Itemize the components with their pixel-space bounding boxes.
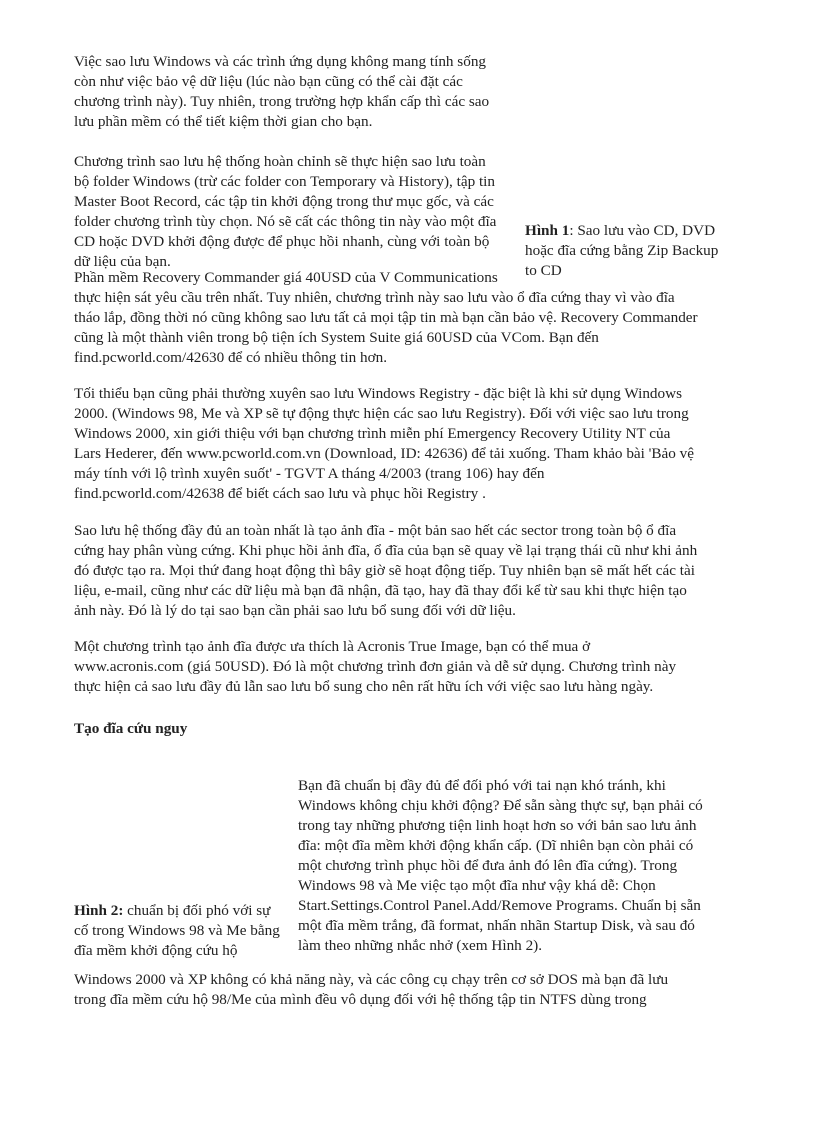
figure-1-label: Hình 1 (525, 222, 570, 239)
text-line: CD hoặc DVD khởi động được để phục hồi nhanh, cùng với toàn bộ (74, 233, 490, 250)
text-line: find.pcworld.com/42630 để có nhiều thông tin hơn. (74, 349, 387, 366)
text-line: liệu, e-mail, cũng như các dữ liệu mà bạn đã nhận, đã tạo, hay đã thay đổi kể từ sau khi thực hiện tạo (74, 582, 687, 599)
text-line: Windows 2000 và XP không có khả năng này, và các công cụ chạy trên cơ sở DOS mà bạn đã lưu (74, 971, 669, 988)
text-line: đĩa: một đĩa mềm khởi động khẩn cấp. (Dĩ nhiên bạn còn phải có (298, 837, 694, 854)
paragraph-full-system-backup (74, 152, 496, 272)
text-line: thực hiện sát yêu cầu trên nhất. Tuy nhiên, chương trình này sao lưu vào ổ đĩa cứng thay vì vào đĩa (74, 289, 675, 306)
text-line: Windows không chịu khởi động? Để sẵn sàng thực sự, bạn phải có (298, 797, 703, 814)
caption-first-line (525, 221, 718, 241)
caption-line: cố trong Windows 98 và Me bằng (74, 922, 280, 939)
text-line: chương trình này). Tuy nhiên, trong trường hợp khẩn cấp thì các sao (74, 93, 490, 110)
text-line: Việc sao lưu Windows và các trình ứng dụng không mang tính sống (74, 53, 487, 70)
text-line: còn như việc bảo vệ dữ liệu (lúc nào bạn cũng có thể cài đặt các (74, 73, 463, 90)
text-line: bộ folder Windows (trừ các folder con Temporary và History), tập tin (74, 173, 495, 190)
text-line: Start.Settings.Control Panel.Add/Remove Programs. Chuẩn bị sẵn (298, 897, 701, 914)
paragraph-intro-software-backup (74, 52, 489, 132)
paragraph-windows-2000-xp (74, 970, 668, 1010)
section-heading (74, 719, 187, 739)
text-line: tháo lắp, đồng thời nó cũng không sao lưu tất cả mọi tập tin mà bạn cần bảo vệ. Recovery Commander (74, 309, 698, 326)
text-line: dữ liệu của bạn. (74, 253, 171, 270)
text-line: cũng là một thành viên trong bộ tiện ích System Suite giá 60USD của VCom. Bạn đến (74, 329, 599, 346)
text-line: cứng hay phân vùng cứng. Khi phục hồi ảnh đĩa, ổ đĩa của bạn sẽ quay về lại trạng thái cũ như khi ảnh (74, 542, 698, 559)
caption-line: to CD (525, 262, 562, 279)
text-line: Phần mềm Recovery Commander giá 40USD của V Communications (74, 269, 498, 286)
text-line: find.pcworld.com/42638 để biết cách sao lưu và phục hồi Registry . (74, 485, 486, 502)
text-line: Lars Hederer, đến www.pcworld.com.vn (Download, ID: 42636) để tải xuống. Tham khảo bài 'Bảo vệ (74, 445, 695, 462)
text-line: ảnh này. Đó là lý do tại sao bạn cần phải sao lưu bổ sung đối với dữ liệu. (74, 602, 516, 619)
text-line: 2000. (Windows 98, Me và XP sẽ tự động thực hiện các sao lưu Registry). Đối với việc sao lưu trong (74, 405, 689, 422)
paragraph-recovery-commander (74, 268, 698, 368)
caption-line: hoặc đĩa cứng bằng Zip Backup (525, 242, 719, 259)
paragraph-acronis (74, 637, 676, 697)
figure-2-caption (74, 901, 280, 961)
paragraph-emergency-disk (298, 776, 703, 956)
text-line: máy tính với lộ trình xuyên suốt' - TGVT A tháng 4/2003 (trang 106) hay đến (74, 465, 545, 482)
text-line: Sao lưu hệ thống đầy đủ an toàn nhất là tạo ảnh đĩa - một bản sao hết các sector trong toàn bộ ổ đĩa (74, 522, 677, 539)
text-line: trong đĩa mềm cứu hộ 98/Me của mình đều vô dụng đối với hệ thống tập tin NTFS dùng trong (74, 991, 647, 1008)
text-line: một chương trình phục hồi để đưa ảnh đó lên đĩa cứng). Trong (298, 857, 678, 874)
text-line: một đĩa mềm trắng, đã format, nhấn nhãn Startup Disk, và sau đó (298, 917, 695, 934)
caption-text: : Sao lưu vào CD, DVD (569, 222, 716, 239)
caption-first-line (74, 901, 280, 921)
text-line: lưu phần mềm có thể tiết kiệm thời gian cho bạn. (74, 113, 373, 130)
paragraph-disk-image (74, 521, 697, 621)
text-line: Windows 98 và Me việc tạo một đĩa như vậy khá dễ: Chọn (298, 877, 656, 894)
text-line: Chương trình sao lưu hệ thống hoàn chỉnh sẽ thực hiện sao lưu toàn (74, 153, 486, 170)
text-line: Windows 2000, xin giới thiệu với bạn chương trình miễn phí Emergency Recovery Utility NT của (74, 425, 671, 442)
text-line: Một chương trình tạo ảnh đĩa được ưa thích là Acronis True Image, bạn có thể mua ở (74, 638, 591, 655)
text-line: làm theo những nhắc nhở (xem Hình 2). (298, 937, 543, 954)
text-line: Bạn đã chuẩn bị đầy đủ để đối phó với tai nạn khó tránh, khi (298, 777, 666, 794)
text-line: folder chương trình tùy chọn. Nó sẽ cất các thông tin này vào một đĩa (74, 213, 497, 230)
figure-2-label: Hình 2: (74, 902, 124, 919)
text-line: đó được tạo ra. Mọi thứ đang hoạt động thì bây giờ sẽ hoạt động tiếp. Tuy nhiên bạn sẽ mất hết các tài (74, 562, 695, 579)
text-line: www.acronis.com (giá 50USD). Đó là một chương trình đơn giản và dễ sử dụng. Chương trình này (74, 658, 677, 675)
text-line: thực hiện cả sao lưu đầy đủ lẫn sao lưu bổ sung cho nên rất hữu ích với việc sao lưu hàng ngày. (74, 678, 654, 695)
text-line: Tối thiểu bạn cũng phải thường xuyên sao lưu Windows Registry - đặc biệt là khi sử dụng Windows (74, 385, 682, 402)
paragraph-registry-backup (74, 384, 694, 504)
caption-line: đĩa mềm khởi động cứu hộ (74, 942, 238, 959)
text-line: trong tay những phương tiện linh hoạt hơn so với bản sao lưu ảnh (298, 817, 697, 834)
text-line: Master Boot Record, các tập tin khởi động trong thư mục gốc, và các (74, 193, 494, 210)
heading-text: Tạo đĩa cứu nguy (74, 720, 188, 737)
caption-text: chuẩn bị đối phó với sự (123, 902, 271, 919)
